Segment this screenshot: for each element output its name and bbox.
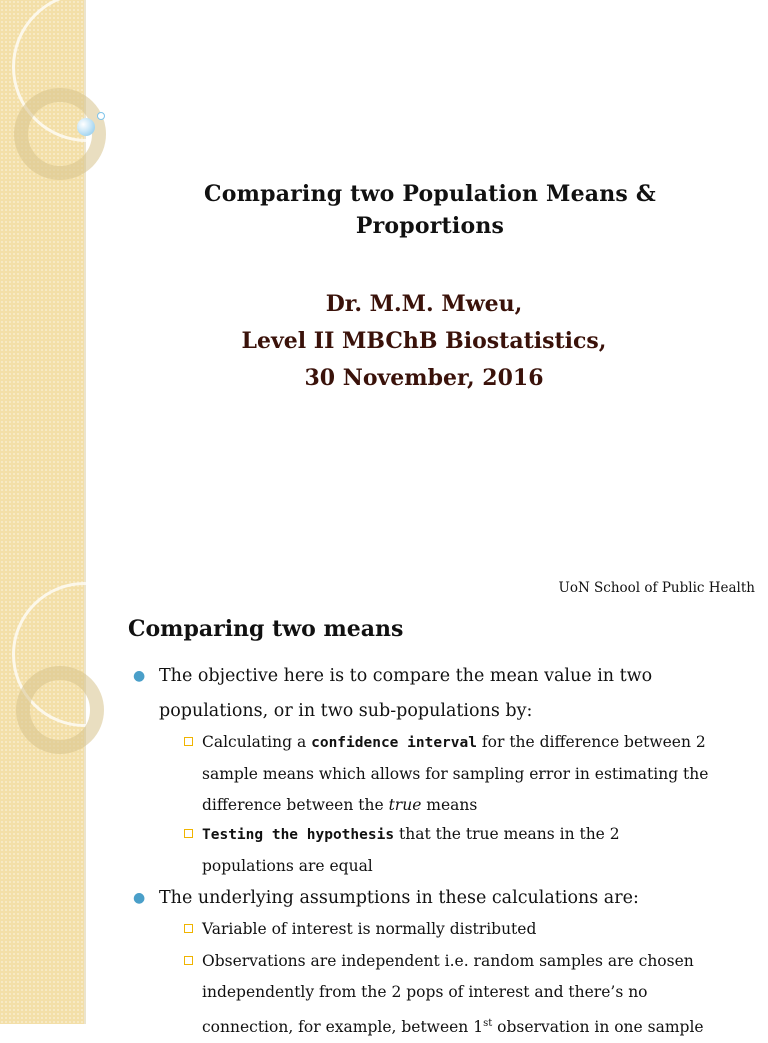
slide-heading: Comparing two means [128,616,404,642]
checkbox-bullet-icon [184,924,193,933]
sub-bold: confidence interval [311,735,477,751]
bullet-objective [133,659,753,729]
sub-text: that the true means in the 2 [394,825,620,843]
presentation-date: 30 November, 2016 [304,365,544,391]
bullet-line1: The objective here is to compare the mean value in two [159,666,653,686]
course-name: Level II MBChB Biostatistics, [241,328,607,354]
sub-line: Variable of interest is normally distributed [202,920,537,938]
sub-italic: true [388,796,422,814]
bullet-line2: populations, or in two sub-populations by: [159,701,533,721]
superscript: st [483,1018,493,1029]
sub-text: connection, for example, between 1 [202,1018,484,1037]
subbullet-normal-distribution [184,914,754,945]
sub-text: means [421,796,478,814]
bullet-dot-icon: ● [133,668,146,684]
sub-line: Observations are independent i.e. random samples are chosen [202,952,694,970]
checkbox-bullet-icon [184,737,193,746]
sub-text: observation in one sample [492,1018,704,1037]
bullet-assumptions [133,881,753,916]
decorative-ring-small [16,666,104,754]
sub-bold: Testing the hypothesis [202,827,395,843]
sub-text: difference between the [202,796,389,814]
author-name: Dr. M.M. Mweu, [325,291,523,317]
subbullet-independence [184,946,754,1043]
bullet-line1: The underlying assumptions in these calculations are: [159,888,639,908]
sub-line: populations are equal [202,857,373,875]
bullet-dot-icon: ● [133,890,146,906]
sub-text: for the difference between 2 [476,733,706,751]
sub-line: sample means which allows for sampling error in estimating the [202,765,709,783]
footer-text: UoN School of Public Health [558,580,755,596]
sub-line: independently from the 2 pops of interest and there’s no [202,983,648,1001]
subbullet-testing-hypothesis [184,819,754,882]
checkbox-bullet-icon [184,829,193,838]
sub-text: Calculating a [202,733,312,751]
checkbox-bullet-icon [184,956,193,965]
slide-title-line1: Comparing two Population Means & [204,181,656,207]
slide-title-line2: Proportions [355,213,505,239]
subbullet-confidence-interval [184,727,754,821]
decorative-bubble-large [77,118,95,136]
content-slide [0,576,768,1037]
decorative-bubble-small [97,112,105,120]
decorative-ring-small [14,88,106,180]
